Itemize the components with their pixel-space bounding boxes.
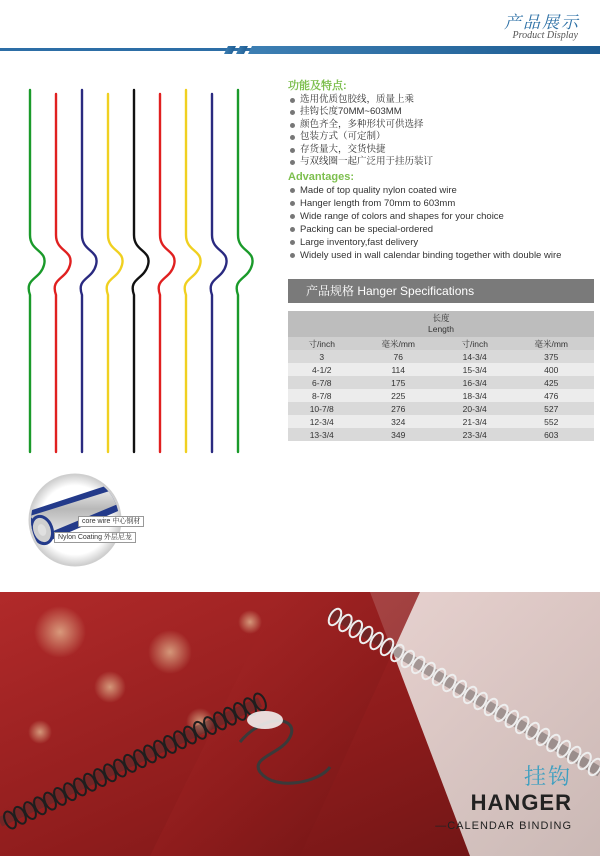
features-cn-item: 包装方式（可定制） bbox=[288, 131, 593, 144]
features-en-item: Large inventory,fast delivery bbox=[288, 236, 593, 249]
hanger-wire bbox=[237, 90, 253, 452]
spec-caption bbox=[288, 311, 594, 337]
table-cell: 12-3/4 bbox=[288, 415, 355, 428]
table-cell: 3 bbox=[288, 350, 355, 363]
table-cell: 603 bbox=[508, 428, 594, 441]
table-cell: 10-7/8 bbox=[288, 402, 355, 415]
table-cell: 276 bbox=[355, 402, 441, 415]
table-cell: 4-1/2 bbox=[288, 363, 355, 376]
table-row bbox=[288, 376, 594, 389]
table-cell: 23-3/4 bbox=[441, 428, 508, 441]
table-cell: 425 bbox=[508, 376, 594, 389]
table-row bbox=[288, 402, 594, 415]
features-block bbox=[288, 80, 593, 264]
table-cell: 6-7/8 bbox=[288, 376, 355, 389]
table-cell: 8-7/8 bbox=[288, 389, 355, 402]
table-cell: 324 bbox=[355, 415, 441, 428]
column-header: 寸/inch bbox=[441, 337, 508, 350]
table-cell: 14-3/4 bbox=[441, 350, 508, 363]
spec-caption-en: Length bbox=[428, 324, 454, 334]
table-cell: 349 bbox=[355, 428, 441, 441]
spec-caption-cn: 长度 bbox=[432, 313, 450, 323]
spec-title: 产品规格 Hanger Specifications bbox=[288, 279, 594, 303]
nylon-coating-label: Nylon Coating 外层尼龙 bbox=[54, 532, 136, 543]
column-header: 毫米/mm bbox=[508, 337, 594, 350]
banner-title-en: HANGER bbox=[470, 790, 572, 815]
table-cell: 375 bbox=[508, 350, 594, 363]
table-row bbox=[288, 415, 594, 428]
table-cell: 13-3/4 bbox=[288, 428, 355, 441]
page-subtitle: Product Display bbox=[512, 30, 578, 41]
features-cn-list bbox=[288, 94, 593, 169]
table-cell: 18-3/4 bbox=[441, 389, 508, 402]
features-en-heading: Advantages: bbox=[288, 170, 355, 183]
banner-subtitle: —CALENDAR BINDING bbox=[435, 820, 572, 832]
table-cell: 527 bbox=[508, 402, 594, 415]
features-en-item: Widely used in wall calendar binding together with double wire bbox=[288, 249, 593, 262]
table-cell: 175 bbox=[355, 376, 441, 389]
features-cn-item: 挂钩长度70MM~603MM bbox=[288, 106, 593, 119]
features-en-list bbox=[288, 184, 593, 262]
table-cell: 16-3/4 bbox=[441, 376, 508, 389]
hanger-wire bbox=[55, 94, 71, 452]
features-cn-item: 与双线圈一起广泛用于挂历装订 bbox=[288, 156, 593, 169]
features-en-item: Packing can be special-ordered bbox=[288, 223, 593, 236]
hanger-wire bbox=[29, 90, 45, 452]
page-title: 产品展示 bbox=[504, 13, 580, 32]
table-cell: 225 bbox=[355, 389, 441, 402]
spec-table bbox=[288, 311, 594, 441]
features-en-item: Hanger length from 70mm to 603mm bbox=[288, 197, 593, 210]
table-cell: 476 bbox=[508, 389, 594, 402]
table-cell: 552 bbox=[508, 415, 594, 428]
features-en-item: Wide range of colors and shapes for your choice bbox=[288, 210, 593, 223]
hanger-wire bbox=[185, 90, 201, 452]
table-cell: 76 bbox=[355, 350, 441, 363]
hanger-wire bbox=[211, 94, 227, 452]
table-cell: 21-3/4 bbox=[441, 415, 508, 428]
hanger-illustration bbox=[20, 80, 260, 460]
table-cell: 15-3/4 bbox=[441, 363, 508, 376]
core-wire-label: core wire 中心钢材 bbox=[78, 516, 144, 527]
features-cn-item: 颜色齐全，多种形状可供选择 bbox=[288, 119, 593, 132]
table-cell: 20-3/4 bbox=[441, 402, 508, 415]
features-cn-item: 选用优质包胶线，质量上乘 bbox=[288, 94, 593, 107]
header-divider bbox=[0, 44, 600, 56]
hanger-wire bbox=[133, 90, 149, 452]
table-cell: 400 bbox=[508, 363, 594, 376]
hanger-wire bbox=[107, 94, 123, 452]
banner-title-cn: 挂钩 bbox=[523, 764, 572, 789]
table-row bbox=[288, 389, 594, 402]
features-en-item: Made of top quality nylon coated wire bbox=[288, 184, 593, 197]
table-row bbox=[288, 363, 594, 376]
hanger-wire bbox=[81, 90, 97, 452]
table-row bbox=[288, 350, 594, 363]
features-cn-heading: 功能及特点: bbox=[288, 80, 347, 92]
hanger-wire bbox=[159, 94, 175, 452]
column-header: 寸/inch bbox=[288, 337, 355, 350]
column-header: 毫米/mm bbox=[355, 337, 441, 350]
calendar-binding-photo bbox=[0, 592, 600, 856]
features-cn-item: 存货量大，交货快捷 bbox=[288, 144, 593, 157]
table-cell: 114 bbox=[355, 363, 441, 376]
table-row bbox=[288, 428, 594, 441]
table-header-row bbox=[288, 337, 594, 350]
